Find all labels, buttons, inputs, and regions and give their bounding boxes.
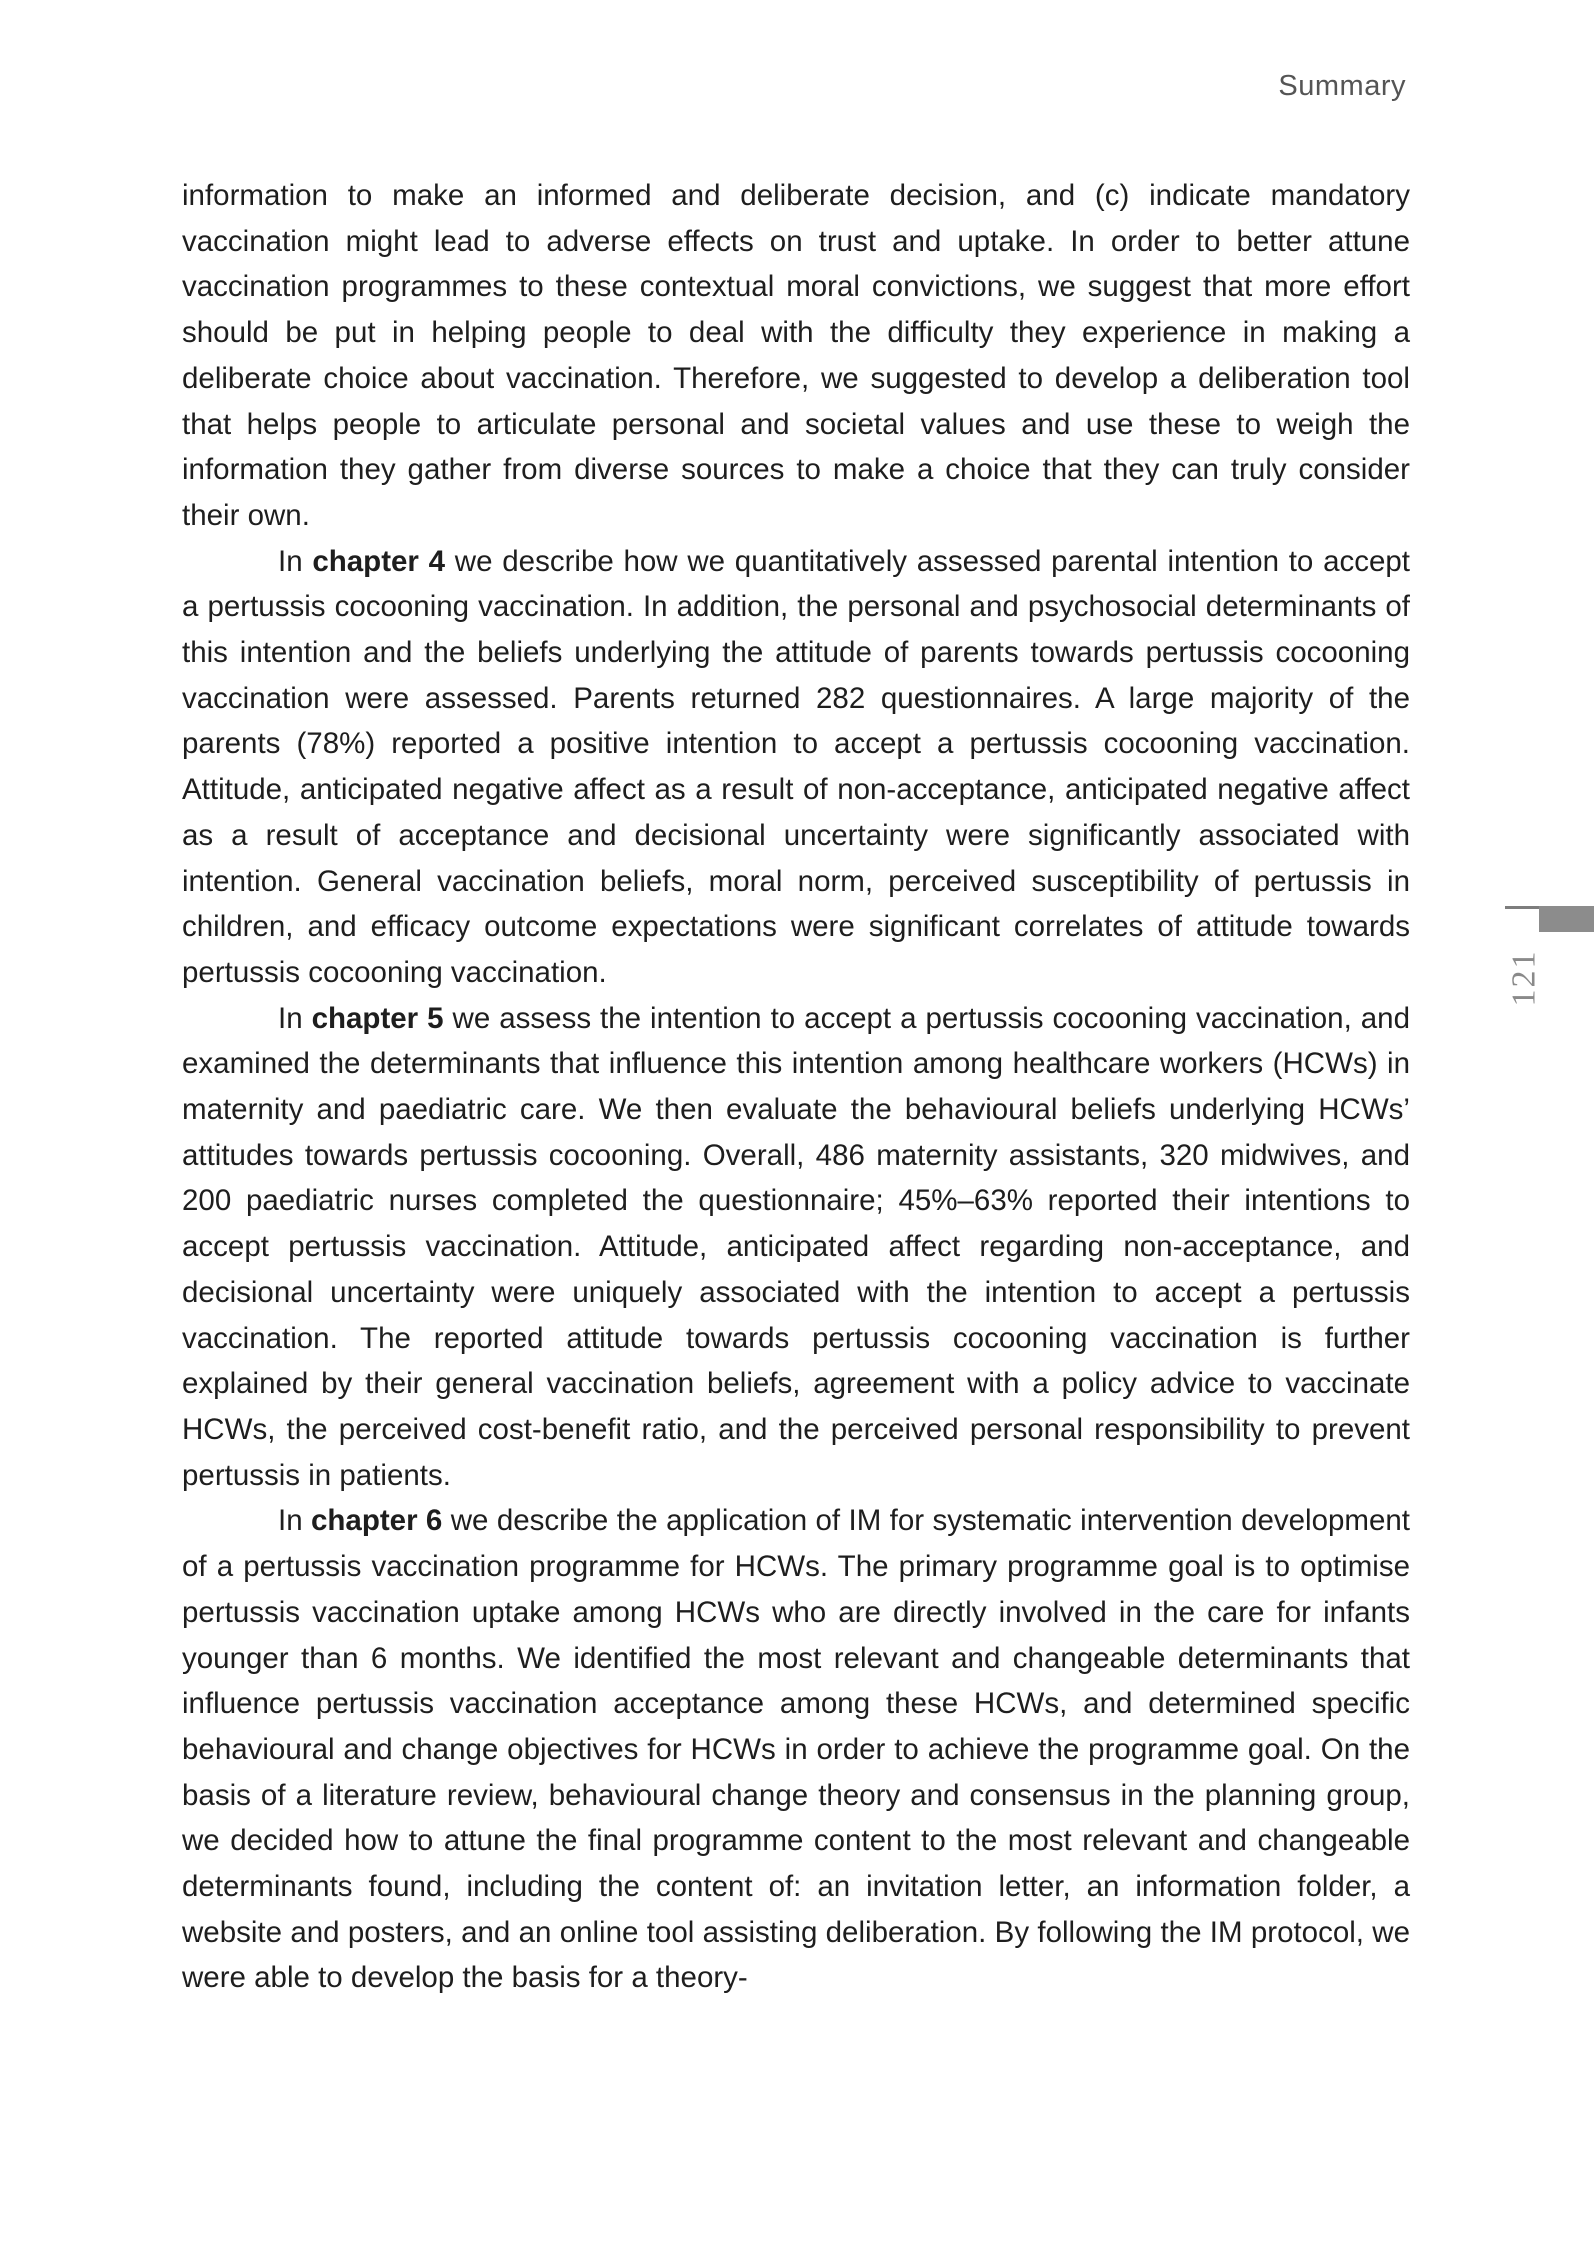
paragraph-text: we describe the application of IM for systematic intervention development of a pertussis vaccination programme for HCWs. The primary programme goal is to optimise pertussis vaccination uptake among HCWs who are directly involved in the care for infants younger than 6 months. We identified the most relevant and changeable determinants that influence pertussis vaccination acceptance among these HCWs, and determined specific behavioural and change objectives for HCWs in order to achieve the programme goal. On the basis of a literature review, behavioural change theory and consensus in the planning group, we decided how to attune the final programme content to the most relevant and changeable determinants found, including the content of: an invitation letter, an information folder, a website and posters, and an online tool assisting deliberation. By following the IM protocol, we were able to develop the basis for a theory- <box>182 1504 1410 1995</box>
paragraph-text: information to make an informed and deliberate decision, and (c) indicate mandatory vaccination might lead to adverse effects on trust and uptake. In order to better attune vaccination programmes to these contextual moral convictions, we suggest that more effort should be put in helping people to deal with the difficulty they experience in making a deliberate choice about vaccination. Therefore, we suggested to develop a deliberation tool that helps people to articulate personal and societal values and use these to weigh the information they gather from diverse sources to make a choice that they can truly consider their own. <box>182 179 1410 532</box>
paragraph-chapter-4 <box>182 539 1410 996</box>
paragraph-lead: In <box>278 1001 312 1035</box>
page-number-text: 121 <box>1505 949 1542 1007</box>
paragraph-text: we describe how we quantitatively assessed parental intention to accept a pertussis cocooning vaccination. In addition, the personal and psychosocial determinants of this intention and the beliefs underlying the attitude of parents towards pertussis cocooning vaccination were assessed. Parents returned 282 questionnaires. A large majority of the parents (78%) reported a positive intention to accept a pertussis cocooning vaccination. Attitude, anticipated negative affect as a result of non-acceptance, anticipated negative affect as a result of acceptance and decisional uncertainty were significantly associated with intention. General vaccination beliefs, moral norm, perceived susceptibility of pertussis in children, and efficacy outcome expectations were significant correlates of attitude towards pertussis cocooning vaccination. <box>182 544 1410 989</box>
chapter-reference: chapter 6 <box>310 1504 443 1538</box>
running-header: Summary <box>1278 70 1406 102</box>
page-edge-tab <box>1539 906 1594 932</box>
paragraph-text: we assess the intention to accept a pertussis cocooning vaccination, and examined the determinants that influence this intention among healthcare workers (HCWs) in maternity and paediatric care. We then evaluate the behavioural beliefs underlying HCWs’ attitudes towards pertussis cocooning. Overall, 486 maternity assistants, 320 midwives, and 200 paediatric nurses completed the questionnaire; 45%–63% reported their intentions to accept pertussis vaccination. Attitude, anticipated affect regarding non-acceptance, and decisional uncertainty were uniquely associated with the intention to accept a pertussis vaccination. The reported attitude towards pertussis cocooning vaccination is further explained by their general vaccination beliefs, agreement with a policy advice to vaccinate HCWs, the perceived cost-benefit ratio, and the perceived personal responsibility to prevent pertussis in patients. <box>182 1001 1410 1492</box>
page-number <box>1500 945 1548 1011</box>
chapter-reference: chapter 5 <box>311 1001 444 1035</box>
page-tab-line <box>1505 906 1539 909</box>
chapter-reference: chapter 4 <box>312 544 446 578</box>
paragraph-chapter-5 <box>182 996 1410 1499</box>
paragraph-lead: In <box>278 1504 311 1538</box>
paragraph-chapter-6 <box>182 1498 1410 2001</box>
paragraph-continuation <box>182 173 1410 539</box>
paragraph-lead: In <box>278 544 313 578</box>
body-text <box>182 173 1410 2001</box>
